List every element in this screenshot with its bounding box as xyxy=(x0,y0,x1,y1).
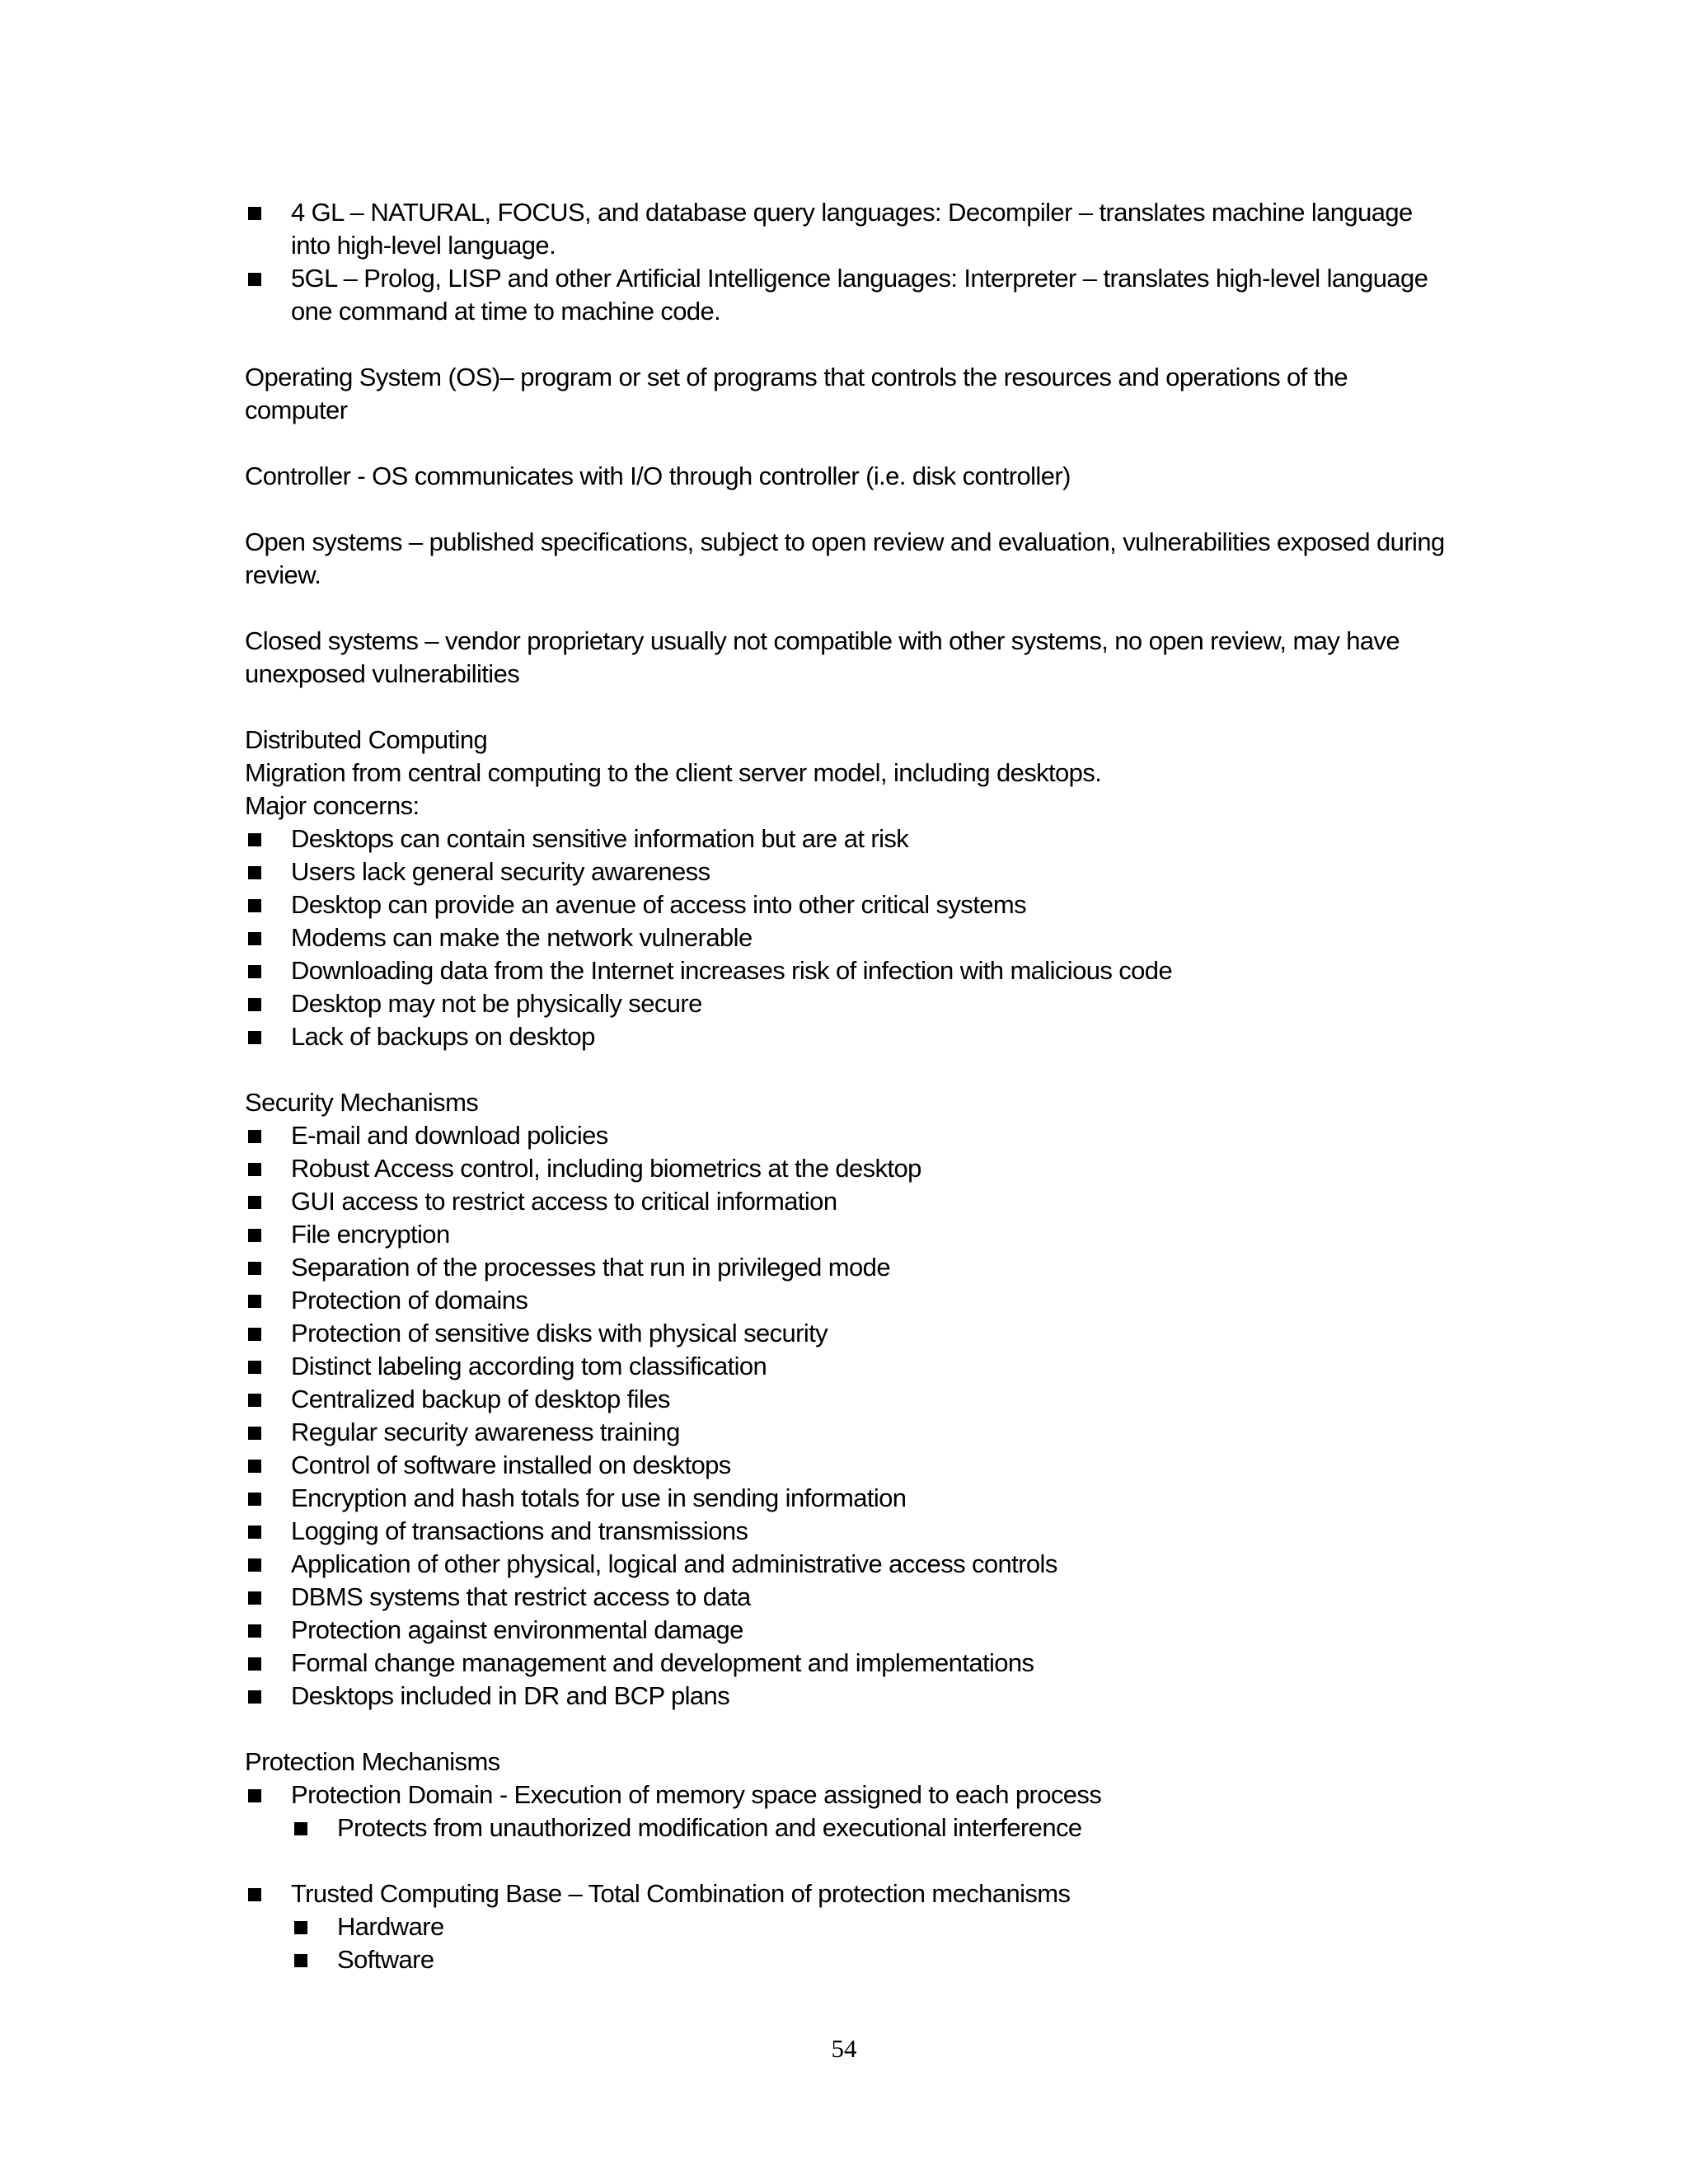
list-item xyxy=(245,1680,1448,1713)
list-item-text: Protection against environmental damage xyxy=(291,1615,743,1644)
distributed-computing-description: Migration from central computing to the client server model, including desktops. xyxy=(245,758,1102,787)
list-item-text: Desktop may not be physically secure xyxy=(291,989,702,1018)
open-systems-definition: Open systems – published specifications, subject to open review and evaluation, vulnerabilities exposed during review. xyxy=(245,527,1445,589)
square-bullet-icon xyxy=(248,1328,261,1341)
list-item-text: Desktop can provide an avenue of access into other critical systems xyxy=(291,890,1026,919)
os-definition: Operating System (OS)– program or set of programs that controls the resources and operations of the computer xyxy=(245,363,1348,424)
list-item xyxy=(245,987,1448,1020)
square-bullet-icon xyxy=(248,1460,261,1473)
square-bullet-icon xyxy=(248,207,261,220)
list-item-text: Users lack general security awareness xyxy=(291,857,710,886)
square-bullet-icon xyxy=(248,273,261,286)
square-bullet-icon xyxy=(248,1624,261,1638)
square-bullet-icon xyxy=(248,1657,261,1671)
square-bullet-icon xyxy=(248,1526,261,1539)
list-item xyxy=(245,1877,1448,1910)
list-item xyxy=(245,1119,1448,1152)
list-item xyxy=(245,1910,1448,1943)
list-item-text: File encryption xyxy=(291,1220,450,1249)
list-item-text: Protection Domain - Execution of memory space assigned to each process xyxy=(291,1780,1102,1809)
list-item xyxy=(245,823,1448,855)
protection-mechanisms-heading: Protection Mechanisms xyxy=(245,1747,500,1776)
list-item-text: Lack of backups on desktop xyxy=(291,1022,595,1051)
list-item xyxy=(245,1449,1448,1482)
list-item xyxy=(245,262,1448,328)
list-item xyxy=(245,954,1448,987)
list-item-text: Regular security awareness training xyxy=(291,1418,680,1446)
list-item-text: Trusted Computing Base – Total Combination of protection mechanisms xyxy=(291,1879,1071,1908)
square-bullet-icon xyxy=(248,1262,261,1275)
security-mechanisms-heading: Security Mechanisms xyxy=(245,1088,479,1117)
square-bullet-icon xyxy=(248,1789,261,1802)
square-bullet-icon xyxy=(248,998,261,1011)
square-bullet-icon xyxy=(294,1822,307,1835)
list-item xyxy=(245,921,1448,954)
list-item-text: Application of other physical, logical and administrative access controls xyxy=(291,1549,1057,1578)
list-item-text: Protection of sensitive disks with physical security xyxy=(291,1319,828,1347)
controller-definition: Controller - OS communicates with I/O through controller (i.e. disk controller) xyxy=(245,462,1071,490)
square-bullet-icon xyxy=(248,1031,261,1044)
square-bullet-icon xyxy=(248,1888,261,1901)
list-item xyxy=(245,1482,1448,1515)
square-bullet-icon xyxy=(248,1295,261,1308)
square-bullet-icon xyxy=(248,1361,261,1374)
list-item xyxy=(245,196,1448,262)
square-bullet-icon xyxy=(248,1196,261,1209)
list-item xyxy=(245,1020,1448,1053)
list-item-text: Distinct labeling according tom classification xyxy=(291,1352,767,1380)
square-bullet-icon xyxy=(248,1229,261,1242)
list-item xyxy=(245,1811,1448,1844)
language-generations-list xyxy=(245,196,1448,328)
list-item xyxy=(245,1548,1448,1581)
list-item-text: 4 GL – NATURAL, FOCUS, and database query languages: Decompiler – translates machine language into high-level language. xyxy=(291,198,1413,260)
list-item-text: 5GL – Prolog, LISP and other Artificial Intelligence languages: Interpreter – translates high-level language one command at time to machine code. xyxy=(291,264,1428,326)
list-item xyxy=(245,1284,1448,1317)
square-bullet-icon xyxy=(248,965,261,978)
list-item xyxy=(245,1185,1448,1218)
list-item-text: Protection of domains xyxy=(291,1286,528,1315)
tcb-sublist xyxy=(245,1910,1448,1976)
list-item-text: Desktops included in DR and BCP plans xyxy=(291,1681,730,1710)
major-concerns-label: Major concerns: xyxy=(245,791,420,820)
square-bullet-icon xyxy=(248,866,261,879)
square-bullet-icon xyxy=(248,932,261,945)
square-bullet-icon xyxy=(248,1394,261,1407)
list-item xyxy=(245,1779,1448,1811)
square-bullet-icon xyxy=(248,1163,261,1176)
list-item xyxy=(245,888,1448,921)
list-item xyxy=(245,1943,1448,1976)
square-bullet-icon xyxy=(248,1493,261,1506)
protection-domain-list xyxy=(245,1779,1448,1811)
list-item xyxy=(245,1416,1448,1449)
list-item-text: Formal change management and development and implementations xyxy=(291,1648,1034,1677)
list-item-text: Protects from unauthorized modification and executional interference xyxy=(337,1813,1082,1842)
page-number: 54 xyxy=(831,2034,857,2063)
list-item-text: Hardware xyxy=(337,1912,444,1941)
square-bullet-icon xyxy=(248,1591,261,1605)
distributed-computing-heading: Distributed Computing xyxy=(245,725,488,754)
list-item xyxy=(245,1614,1448,1647)
major-concerns-list xyxy=(245,823,1448,1053)
square-bullet-icon xyxy=(294,1954,307,1967)
list-item-text: Desktops can contain sensitive information but are at risk xyxy=(291,824,909,853)
list-item xyxy=(245,1317,1448,1350)
list-item xyxy=(245,1152,1448,1185)
list-item xyxy=(245,1515,1448,1548)
list-item-text: Robust Access control, including biometrics at the desktop xyxy=(291,1154,921,1183)
square-bullet-icon xyxy=(248,1690,261,1704)
list-item-text: Software xyxy=(337,1945,434,1974)
list-item-text: Modems can make the network vulnerable xyxy=(291,923,753,952)
square-bullet-icon xyxy=(294,1921,307,1934)
security-mechanisms-list xyxy=(245,1119,1448,1713)
list-item xyxy=(245,1218,1448,1251)
square-bullet-icon xyxy=(248,1558,261,1572)
list-item-text: Centralized backup of desktop files xyxy=(291,1385,670,1413)
list-item xyxy=(245,1581,1448,1614)
list-item-text: DBMS systems that restrict access to data xyxy=(291,1582,751,1611)
list-item-text: E-mail and download policies xyxy=(291,1121,608,1150)
list-item xyxy=(245,1647,1448,1680)
closed-systems-definition: Closed systems – vendor proprietary usually not compatible with other systems, no open review, may have unexposed vulnerabilities xyxy=(245,626,1400,688)
square-bullet-icon xyxy=(248,899,261,912)
protection-domain-sublist xyxy=(245,1811,1448,1844)
document-body xyxy=(245,196,1448,1976)
list-item-text: Separation of the processes that run in privileged mode xyxy=(291,1253,890,1282)
list-item-text: Control of software installed on desktops xyxy=(291,1451,731,1479)
list-item-text: Logging of transactions and transmissions xyxy=(291,1516,748,1545)
square-bullet-icon xyxy=(248,1427,261,1440)
list-item xyxy=(245,855,1448,888)
square-bullet-icon xyxy=(248,1130,261,1143)
list-item-text: Encryption and hash totals for use in sending information xyxy=(291,1483,907,1512)
list-item xyxy=(245,1251,1448,1284)
list-item-text: GUI access to restrict access to critical information xyxy=(291,1187,837,1216)
list-item-text: Downloading data from the Internet increases risk of infection with malicious code xyxy=(291,956,1173,985)
list-item xyxy=(245,1383,1448,1416)
tcb-list xyxy=(245,1877,1448,1910)
square-bullet-icon xyxy=(248,833,261,846)
list-item xyxy=(245,1350,1448,1383)
